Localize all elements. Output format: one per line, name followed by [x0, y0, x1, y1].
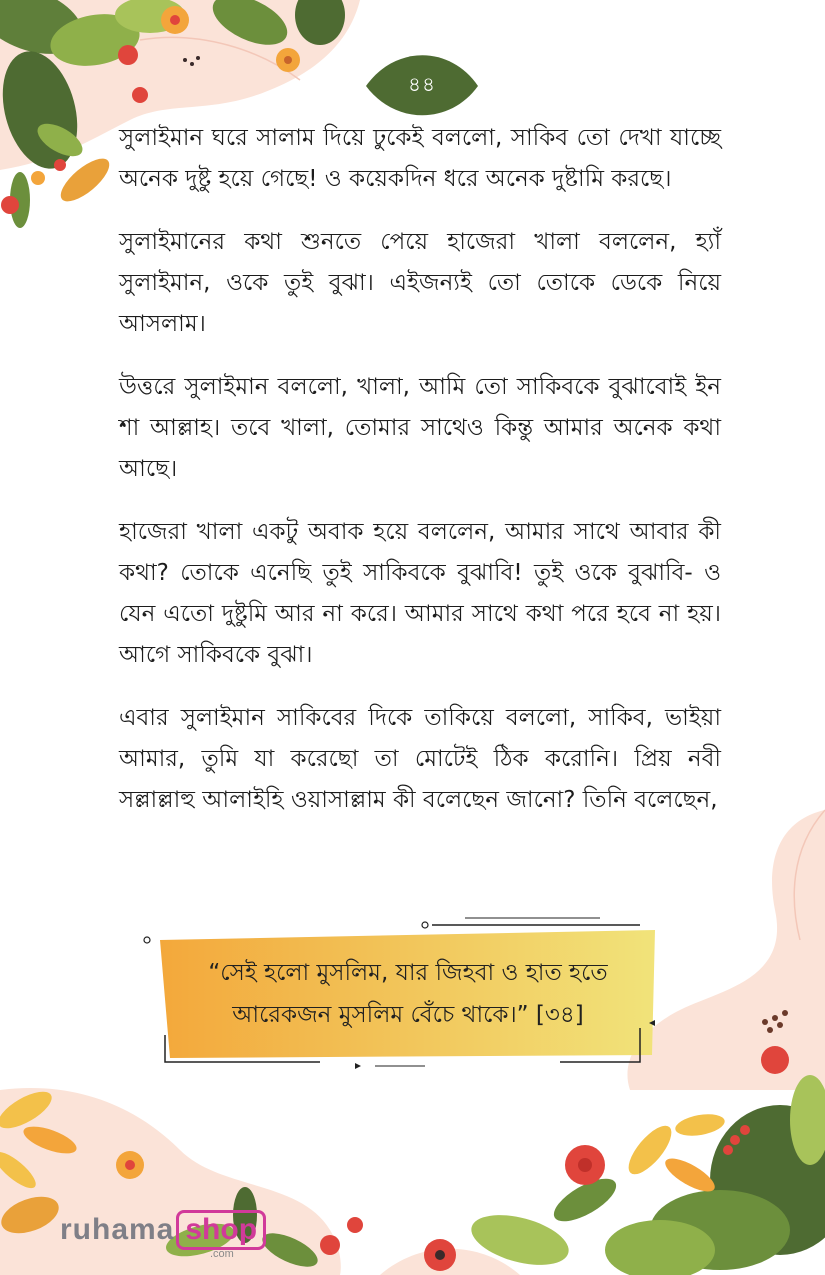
- page-number: ৪৪: [408, 71, 436, 96]
- watermark-logo: [60, 1210, 266, 1260]
- logo-text-shop: shop: [176, 1210, 266, 1250]
- quote-line-2: আরেকজন মুসলিম বেঁচে থাকে।” [৩৪]: [232, 1002, 584, 1028]
- paragraph-2: সুলাইমানের কথা শুনতে পেয়ে হাজেরা খালা বললেন, হ্যাঁ সুলাইমান, ওকে তুই বুঝা। এইজন্যই তো তোকে ডেকে নিয়ে আসলাম।: [119, 229, 721, 337]
- paragraph-4: হাজেরা খালা একটু অবাক হয়ে বললেন, আমার সাথে আবার কী কথা? তোকে এনেছি তুই সাকিবকে বুঝাবি! তুই ওকে বুঝাবি- ও যেন এতো দুষ্টুমি আর না করে। আমার সাথে কথা পরে হবে না হয়। আগে সাকিবকে বুঝা।: [119, 519, 721, 668]
- logo-text-ruhama: ruhama: [60, 1213, 175, 1246]
- hadith-quote: [162, 930, 654, 1058]
- paragraph-1: সুলাইমান ঘরে সালাম দিয়ে ঢুকেই বললো, সাকিব তো দেখা যাচ্ছে অনেক দুষ্টু হয়ে গেছে! ও কয়েকদিন ধরে অনেক দুষ্টামি করছে।: [119, 125, 721, 192]
- quote-text: [162, 952, 654, 1036]
- logo-text-domain: .com: [210, 1248, 234, 1260]
- body-text: [119, 118, 721, 843]
- paragraph-3: উত্তরে সুলাইমান বললো, খালা, আমি তো সাকিবকে বুঝাবোই ইন শা আল্লাহ। তবে খালা, তোমার সাথেও কিন্তু আমার অনেক কথা আছে।: [119, 374, 721, 482]
- quote-line-1: “সেই হলো মুসলিম, যার জিহবা ও হাত হতে: [208, 960, 608, 986]
- right-blob: [627, 810, 825, 1090]
- paragraph-5: এবার সুলাইমান সাকিবের দিকে তাকিয়ে বললো, সাকিব, ভাইয়া আমার, তুমি যা করেছো তা মোটেই ঠিক করোনি। প্রিয় নবী সল্লাল্লাহু আলাইহি ওয়াসাল্লাম কী বলেছেন জানো? তিনি বলেছেন,: [119, 705, 721, 813]
